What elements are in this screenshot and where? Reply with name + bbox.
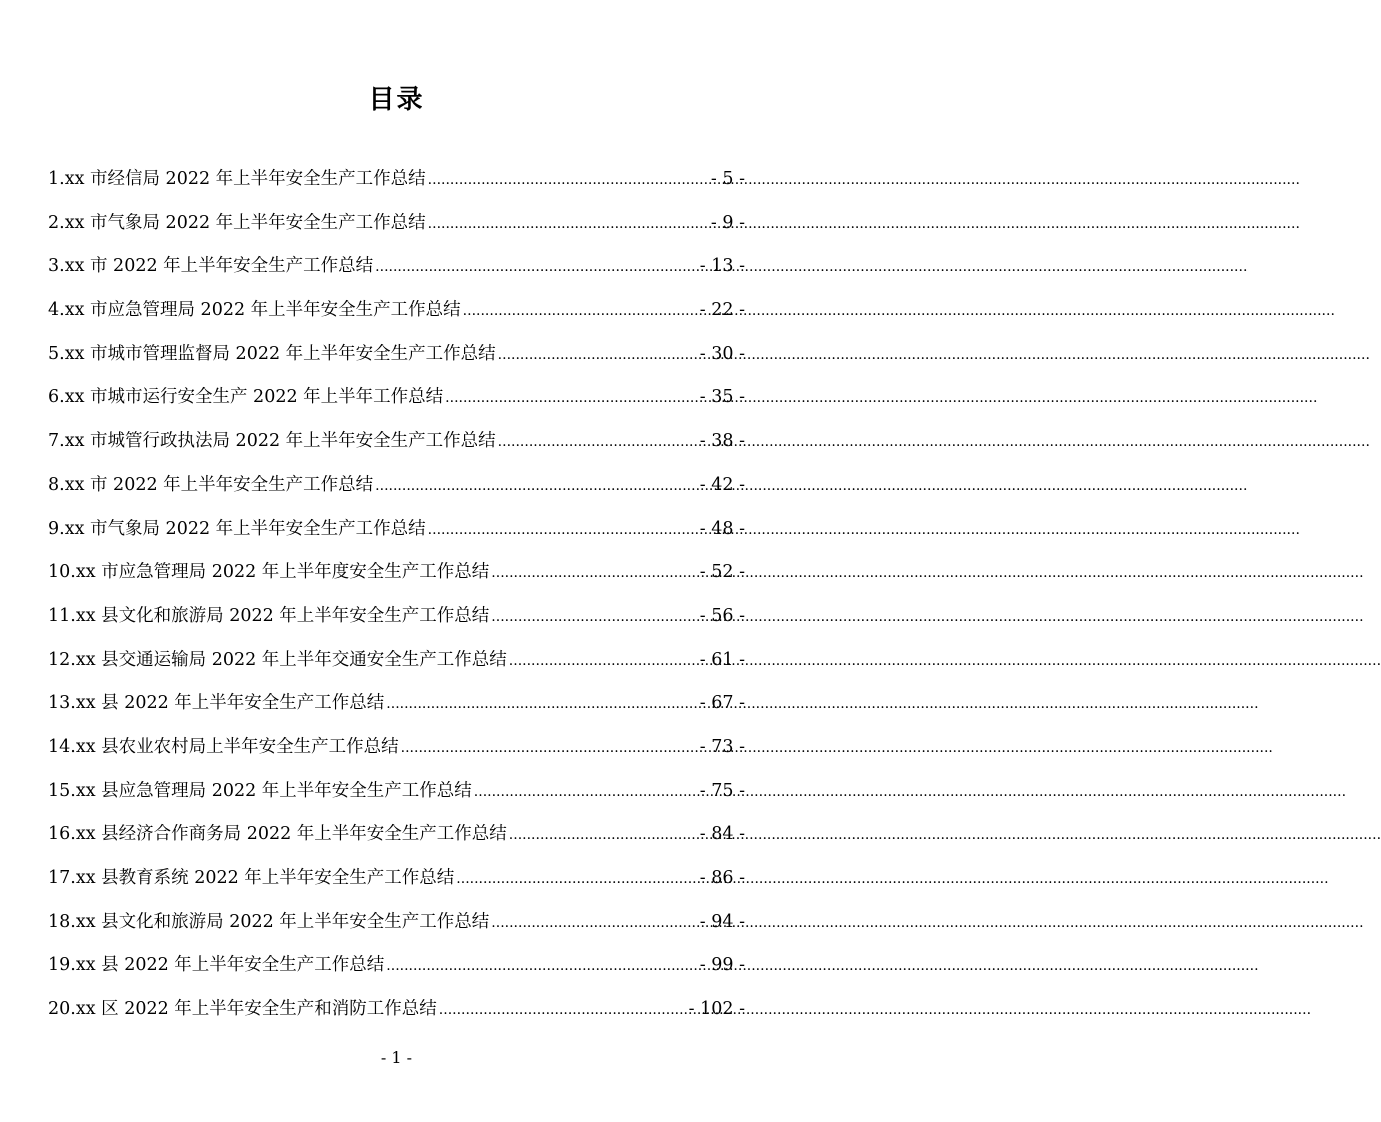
toc-entry-title: 18.xx 县文化和旅游局 2022 年上半年安全生产工作总结 [48,911,490,932]
toc-entry[interactable] [48,857,745,901]
toc-dot-leader [386,944,697,989]
toc-entry-title: 17.xx 县教育系统 2022 年上半年安全生产工作总结 [48,868,455,888]
toc-entry-title: 3.xx 市 2022 年上半年安全生产工作总结 [48,256,374,277]
toc-entry-title: 6.xx 市城市运行安全生产 2022 年上半年工作总结 [48,387,444,408]
toc-dot-leader [474,770,698,815]
toc-entry[interactable] [48,595,745,639]
toc-entry-page: - 5 - [710,169,745,189]
toc-entry-page: - 94 - [699,911,745,932]
toc-entry[interactable] [48,333,745,377]
toc-entry-title: 2.xx 市气象局 2022 年上半年安全生产工作总结 [48,212,426,233]
toc-dot-leader [375,464,698,509]
toc-entry-page: - 84 - [699,824,745,845]
toc-entry-title: 7.xx 市城管行政执法局 2022 年上半年安全生产工作总结 [48,431,496,452]
table-of-contents [48,158,745,1032]
toc-dot-leader [463,289,698,334]
toc-entry-title: 20.xx 区 2022 年上半年安全生产和消防工作总结 [48,999,437,1020]
toc-entry[interactable] [48,464,745,508]
toc-entry-page: - 75 - [699,780,745,801]
toc-entry-page: - 22 - [699,300,745,321]
toc-entry[interactable] [48,551,745,595]
toc-entry[interactable] [48,245,745,289]
toc-entry-page: - 38 - [699,431,745,452]
toc-entry-title: 12.xx 县交通运输局 2022 年上半年交通安全生产工作总结 [48,649,507,670]
toc-entry-title: 10.xx 市应急管理局 2022 年上半年度安全生产工作总结 [48,562,490,583]
toc-entry-title: 19.xx 县 2022 年上半年安全生产工作总结 [48,955,385,976]
toc-entry-page: - 9 - [710,212,745,233]
toc-entry-page: - 67 - [699,693,745,714]
toc-dot-leader [428,158,709,203]
toc-dot-leader [456,857,697,902]
toc-entry-title: 9.xx 市气象局 2022 年上半年安全生产工作总结 [48,518,426,539]
toc-entry[interactable] [48,158,745,202]
toc-entry-page: - 61 - [699,649,745,670]
toc-dot-leader [428,202,709,247]
toc-entry-page: - 102 - [688,999,745,1020]
toc-entry-page: - 42 - [699,474,745,495]
toc-entry-page: - 48 - [699,518,745,539]
toc-entry-page: - 86 - [699,868,745,888]
toc-dot-leader [375,245,698,290]
toc-entry[interactable] [48,420,745,464]
toc-entry-title: 11.xx 县文化和旅游局 2022 年上半年安全生产工作总结 [48,605,490,626]
toc-entry-title: 4.xx 市应急管理局 2022 年上半年安全生产工作总结 [48,300,461,321]
toc-dot-leader [401,726,698,771]
toc-entry[interactable] [48,289,745,333]
toc-dot-leader [439,988,687,1033]
toc-entry[interactable] [48,508,745,552]
toc-dot-leader [498,420,698,465]
toc-entry-title: 16.xx 县经济合作商务局 2022 年上半年安全生产工作总结 [48,824,507,845]
toc-dot-leader [509,813,698,858]
toc-entry-page: - 99 - [699,955,745,976]
toc-entry[interactable] [48,770,745,814]
toc-entry[interactable] [48,988,745,1032]
toc-entry-page: - 13 - [699,256,745,277]
toc-entry[interactable] [48,202,745,246]
toc-dot-leader [428,508,698,553]
toc-entry-title: 15.xx 县应急管理局 2022 年上半年安全生产工作总结 [48,780,472,801]
toc-entry-title: 5.xx 市城市管理监督局 2022 年上半年安全生产工作总结 [48,343,496,364]
toc-dot-leader [509,639,698,684]
toc-dot-leader [445,376,698,421]
toc-entry-page: - 30 - [699,343,745,364]
toc-dot-leader [491,595,697,640]
toc-dot-leader [491,551,697,596]
toc-entry[interactable] [48,376,745,420]
toc-entry-title: 13.xx 县 2022 年上半年安全生产工作总结 [48,693,385,714]
toc-entry-title: 14.xx 县农业农村局上半年安全生产工作总结 [48,736,399,757]
toc-entry-page: - 52 - [699,562,745,583]
toc-entry[interactable] [48,813,745,857]
toc-entry-page: - 35 - [699,387,745,408]
page-number: - 1 - [380,1048,413,1067]
toc-entry-page: - 56 - [699,605,745,626]
toc-entry[interactable] [48,682,745,726]
toc-entry[interactable] [48,944,745,988]
toc-entry-title: 1.xx 市经信局 2022 年上半年安全生产工作总结 [48,169,426,189]
toc-dot-leader [491,901,697,946]
page-title: 目录 [368,85,425,115]
toc-entry-title: 8.xx 市 2022 年上半年安全生产工作总结 [48,474,374,495]
toc-entry[interactable] [48,901,745,945]
toc-entry[interactable] [48,639,745,683]
toc-entry-page: - 73 - [699,736,745,757]
toc-entry[interactable] [48,726,745,770]
toc-dot-leader [386,682,697,727]
toc-dot-leader [498,333,698,378]
